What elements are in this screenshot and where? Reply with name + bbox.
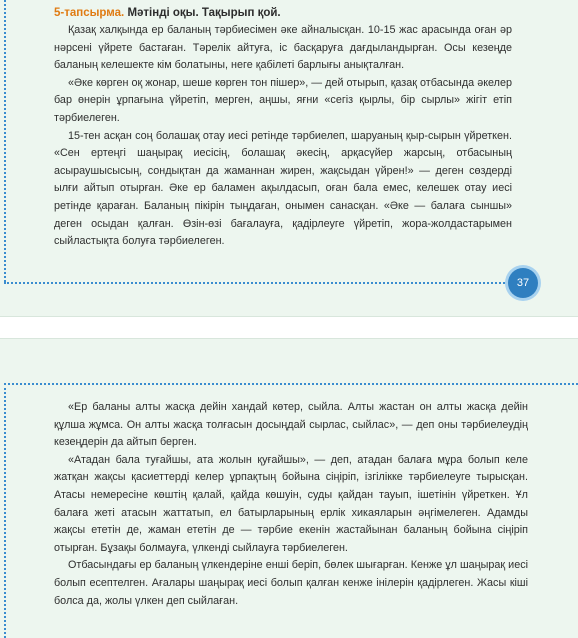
paragraph: Қазақ халқында ер баланың тәрбиесімен әке айналысқан. 10-15 жас арасында оған әр нәрсені үйрете бастаған. Тәрелік айтуға, іс басқаруға дағдыландырған. Осы кезеңде баланың келешекте кім болатыны, неге қабілеті барлығы анықталған. xyxy=(54,24,512,72)
paragraph: 15-тен асқан соң болашақ отау иесі ретінде тәрбиелеп, шаруаның қыр-сырын үйреткен. «Сен ертеңгі шаңырақ иесісің, болашақ әкесің, арқасүйер жарсың, отбасының асыраушысысың, сондықтан да жаманнан жирен, жақсыдан үйрен!» — деген сөздерді ылғи айтып отырған. Әке ер баламен ақылдасып, оған бала емес, келешек отау иесі ретінде қараған. Баланың пікірін тыңдаған, онымен санасқан. «Әке — балаға сыншы» деген осыдан қалған. Өзін-өзі бағалауға, қадірлеуге үйретіп, жора-жолдастарымен сыйластықта болуға тәрбиелеген. xyxy=(54,129,512,248)
dotted-margin-line xyxy=(4,383,6,638)
paragraph: «Ер баланы алты жасқа дейін хандай көтер, сыйла. Алты жастан он алты жасқа дейін құлша жұмса. Он алты жасқа толғасын досыңдай сырлас, сыйлас», — деп оны тәрбиелеудің кезеңдерін да айтып берген. xyxy=(54,401,528,449)
dotted-margin-line xyxy=(4,0,6,282)
paragraph: Отбасындағы ер баланың үлкендеріне енші беріп, бөлек шығарған. Кенже ұл шаңырақ иесі болып есептелген. Ағалары шаңырақ иесі болып қалған кенже інілерін қадірлеген. Жасы кіші болса да, жолы үлкен деп сыйлаған. xyxy=(54,559,528,607)
dotted-header-line xyxy=(4,383,578,385)
task-heading xyxy=(54,5,512,22)
paragraph: «Әке көрген оқ жонар, шеше көрген тон пішер», — дей отырып, қазақ отбасында әкелер бар өнерін ұрпағына үйретіп, мерген, аңшы, яғни «сегіз қырлы, бір сырлы» жігіт етіп тәрбиелеген. xyxy=(54,76,512,124)
bottom-page-text xyxy=(54,399,528,610)
task-instruction: Мәтінді оқы. Тақырып қой. xyxy=(127,7,281,19)
dotted-footer-line xyxy=(4,282,508,284)
task-number: 5-тапсырма. xyxy=(54,7,125,19)
top-page-text xyxy=(54,5,512,251)
page-number-badge: 37 xyxy=(508,268,538,298)
paragraph: «Атадан бала туғайшы, ата жолын қуғайшы», — деп, атадан балаға мұра болып келе жатқан жақсы қасиеттерді келер ұрпақтың бойына сіңіріп, ізгілікке тәрбиелеуге тырысқан. Атасы немересіне көштің қалай, қайда көшуін, суды қайдан тауып, ішетінін үйреткен. Ұл балаға жеті атасын жаттатып, ел батырларының ерлік хикаяларын әңгімелеген. Адамды жақсы ететін де, жаман ететін де — тәрбие екенін жастайынан баланың бойына сіңіріп отырған. Бұзақы болмауға, үлкенді сыйлауға тәрбиелеген. xyxy=(54,453,528,554)
